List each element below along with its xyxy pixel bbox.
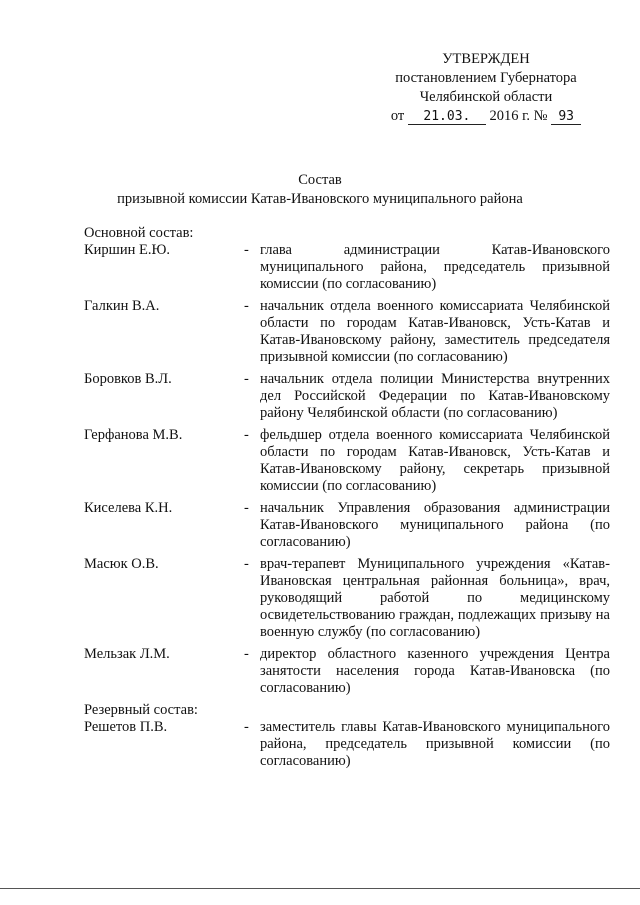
member-role: начальник отдела полиции Министерства внутренних дел Российской Федерации по Катав-Ивановскому району Челябинской области (по согласованию): [260, 371, 610, 421]
member-role: глава администрации Катав-Ивановского муниципального района, председатель призывной комиссии (по согласованию): [260, 242, 610, 292]
member-dash: -: [244, 298, 249, 314]
member-name: Мельзак Л.М.: [84, 646, 170, 662]
member-dash: -: [244, 719, 249, 735]
member-name: Герфанова М.В.: [84, 427, 183, 443]
member-dash: -: [244, 371, 249, 387]
member-row: [84, 719, 610, 770]
member-row: [84, 556, 610, 641]
approval-year-suffix: 2016 г. №: [489, 108, 548, 124]
approval-from-prefix: от: [390, 108, 405, 124]
commission-members: [84, 225, 610, 775]
approval-line-2: Челябинской области: [419, 89, 553, 105]
title-line-1: Состав: [298, 172, 342, 188]
page-bottom-rule: [0, 888, 640, 889]
member-name: Боровков В.Л.: [84, 371, 172, 387]
member-row: [84, 298, 610, 366]
approval-line-1: постановлением Губернатора: [395, 70, 577, 86]
member-dash: -: [244, 556, 249, 572]
member-role: врач-терапевт Муниципального учреждения «Катав-Ивановская центральная районная больница», врач, руководящий работой по медицинскому освидетельствованию граждан, подлежащих призыву на военную службу (по согласованию): [260, 556, 610, 640]
member-dash: -: [244, 242, 249, 258]
member-dash: -: [244, 500, 249, 516]
member-row: [84, 427, 610, 495]
member-name: Масюк О.В.: [84, 556, 159, 572]
approval-stamp: [376, 50, 596, 126]
approval-date-line: [376, 107, 596, 126]
member-name: Киршин Е.Ю.: [84, 242, 171, 258]
member-role: начальник отдела военного комиссариата Челябинской области по городам Катав-Ивановск, Усть-Катав и Катав-Ивановскому району, заместитель председателя призывной комиссии (по согласованию): [260, 298, 610, 365]
member-row: [84, 646, 610, 697]
member-role: директор областного казенного учреждения Центра занятости населения города Катав-Ивановска (по согласованию): [260, 646, 610, 696]
member-row: [84, 242, 610, 293]
approval-date: 21.03.: [408, 109, 486, 125]
member-role: заместитель главы Катав-Ивановского муниципального района, председатель призывной комиссии (по согласованию): [260, 719, 610, 769]
reserve-section-label: Резервный состав:: [84, 702, 198, 718]
member-role: начальник Управления образования администрации Катав-Ивановского муниципального района (по согласованию): [260, 500, 610, 550]
main-section-label: Основной состав:: [84, 225, 194, 241]
member-row: [84, 500, 610, 551]
member-row: [84, 371, 610, 422]
member-name: Решетов П.В.: [84, 719, 168, 735]
member-dash: -: [244, 427, 249, 443]
title-line-2: призывной комиссии Катав-Ивановского муниципального района: [117, 191, 523, 207]
member-dash: -: [244, 646, 249, 662]
member-role: фельдшер отдела военного комиссариата Челябинской области по городам Катав-Ивановск, Усть-Катав и Катав-Ивановскому району, секретарь призывной комиссии (по согласованию): [260, 427, 610, 494]
approval-number: 93: [551, 109, 581, 125]
member-name: Галкин В.А.: [84, 298, 160, 314]
approval-status: УТВЕРЖДЕН: [442, 51, 530, 67]
member-name: Киселева К.Н.: [84, 500, 173, 516]
document-title: [0, 171, 640, 209]
